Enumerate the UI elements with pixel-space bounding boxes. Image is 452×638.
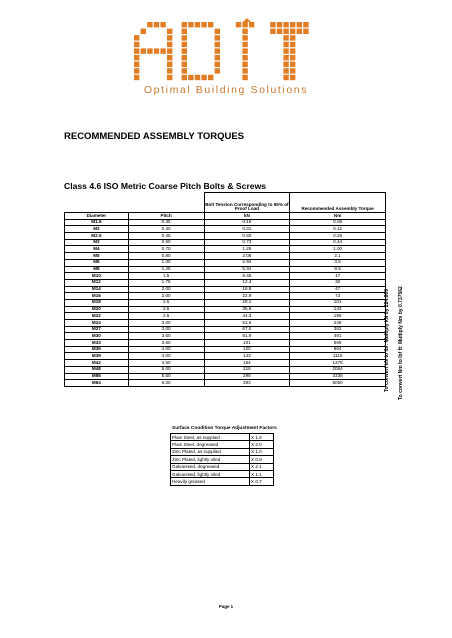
cell-kn: 1.29 bbox=[204, 246, 290, 253]
table-row bbox=[65, 299, 386, 306]
cell-pitch: 4.00 bbox=[128, 353, 204, 360]
cell-diameter: M64 bbox=[65, 380, 129, 387]
cell-factor: X 1.0 bbox=[250, 434, 274, 441]
cell-diameter: M10 bbox=[65, 273, 129, 280]
cell-pitch: 0.80 bbox=[128, 253, 204, 260]
cell-factor: X 0.9 bbox=[250, 456, 274, 463]
cell-pitch: 1.25 bbox=[128, 266, 204, 273]
table-row bbox=[171, 463, 274, 470]
table-row bbox=[65, 306, 386, 313]
header-kn: kN bbox=[204, 213, 290, 220]
cell-nm: 195 bbox=[290, 313, 386, 320]
cell-surface-condition: Plain Steel, as supplied bbox=[171, 434, 250, 441]
cell-nm: 362 bbox=[290, 326, 386, 333]
table-row bbox=[65, 253, 386, 260]
cell-pitch: 0.40 bbox=[128, 226, 204, 233]
table-row bbox=[65, 266, 386, 273]
header-nm: Nm bbox=[290, 213, 386, 220]
cell-nm: 491 bbox=[290, 333, 386, 340]
table-row bbox=[171, 441, 274, 448]
cell-kn: 51.6 bbox=[204, 320, 290, 327]
cell-nm: 5050 bbox=[290, 380, 386, 387]
cell-nm: 2064 bbox=[290, 366, 386, 373]
cell-pitch: 4.00 bbox=[128, 346, 204, 353]
cell-pitch: 3.50 bbox=[128, 333, 204, 340]
table-row bbox=[65, 259, 386, 266]
cell-nm: 30 bbox=[290, 279, 386, 286]
table-row bbox=[65, 313, 386, 320]
cell-nm: 248 bbox=[290, 320, 386, 327]
cell-kn: 8.45 bbox=[204, 273, 290, 280]
cell-diameter: M3 bbox=[65, 239, 129, 246]
table-row bbox=[171, 470, 274, 477]
cell-diameter: M8 bbox=[65, 266, 129, 273]
table-row bbox=[65, 333, 386, 340]
cell-nm: 0.12 bbox=[290, 226, 386, 233]
cell-pitch: 5.50 bbox=[128, 373, 204, 380]
cell-factor: X 1.0 bbox=[250, 448, 274, 455]
cell-factor: X 0.7 bbox=[250, 478, 274, 485]
table-row bbox=[65, 286, 386, 293]
cell-pitch: 2.5 bbox=[128, 299, 204, 306]
cell-pitch: 3.00 bbox=[128, 326, 204, 333]
cell-kn: 0.19 bbox=[204, 219, 290, 226]
cell-nm: 73 bbox=[290, 293, 386, 300]
cell-diameter: M42 bbox=[65, 360, 129, 367]
cell-surface-condition: Heavily greased bbox=[171, 478, 250, 485]
cell-kn: 16.8 bbox=[204, 286, 290, 293]
table-row bbox=[65, 226, 386, 233]
cell-kn: 0.73 bbox=[204, 239, 290, 246]
torque-header-units bbox=[65, 213, 386, 220]
cell-diameter: M16 bbox=[65, 293, 129, 300]
cell-kn: 67.0 bbox=[204, 326, 290, 333]
cell-pitch: 2.5 bbox=[128, 313, 204, 320]
cell-diameter: M5 bbox=[65, 253, 129, 260]
header-bolt-tension: Bolt Tension Corresponding to 65% of Proof Load bbox=[204, 193, 290, 213]
cell-nm: 1.00 bbox=[290, 246, 386, 253]
table-row bbox=[65, 279, 386, 286]
table-row bbox=[65, 320, 386, 327]
cell-nm: 3338 bbox=[290, 373, 386, 380]
cell-kn: 81.9 bbox=[204, 333, 290, 340]
cell-kn: 143 bbox=[204, 353, 290, 360]
cell-pitch: 4.50 bbox=[128, 360, 204, 367]
cell-nm: 669 bbox=[290, 340, 386, 347]
cell-nm: 0.44 bbox=[290, 239, 386, 246]
cell-kn: 298 bbox=[204, 373, 290, 380]
cell-kn: 0.50 bbox=[204, 233, 290, 240]
cell-nm: 3.5 bbox=[290, 259, 386, 266]
table-row bbox=[65, 219, 386, 226]
cell-diameter: M4 bbox=[65, 246, 129, 253]
cell-diameter: M22 bbox=[65, 313, 129, 320]
cell-pitch: 0.45 bbox=[128, 233, 204, 240]
cell-nm: 8.5 bbox=[290, 266, 386, 273]
table-row bbox=[65, 293, 386, 300]
cell-diameter: M20 bbox=[65, 306, 129, 313]
cell-pitch: 2.00 bbox=[128, 286, 204, 293]
header-diameter: Diameter bbox=[65, 213, 129, 220]
cell-diameter: M33 bbox=[65, 340, 129, 347]
document-title: RECOMMENDED ASSEMBLY TORQUES bbox=[64, 131, 244, 142]
cell-surface-condition: Galvanised, degreased bbox=[171, 463, 250, 470]
header-pitch: Pitch bbox=[128, 213, 204, 220]
cell-surface-condition: Galvanised, lightly oiled bbox=[171, 470, 250, 477]
cell-kn: 2.94 bbox=[204, 259, 290, 266]
cell-kn: 101 bbox=[204, 340, 290, 347]
cell-diameter: M39 bbox=[65, 353, 129, 360]
table-row bbox=[65, 373, 386, 380]
table-row bbox=[65, 233, 386, 240]
adjustment-table-title: Surface Condition Torque Adjustment Factors bbox=[172, 426, 277, 431]
cell-nm: 2.1 bbox=[290, 253, 386, 260]
cell-kn: 0.31 bbox=[204, 226, 290, 233]
conversion-nm-note: To convert Nm to lbf ft: Multiply Nm by 0.737562 bbox=[398, 286, 404, 400]
conversion-kn-note: To convert kN to lbf: Multiply kN by 224.809 bbox=[384, 289, 390, 392]
cell-factor: X 2.1 bbox=[250, 463, 274, 470]
cell-nm: 143 bbox=[290, 306, 386, 313]
cell-pitch: 0.35 bbox=[128, 219, 204, 226]
header-assembly-torque: Recommended Assembly Torque bbox=[290, 193, 386, 213]
header-empty bbox=[128, 193, 204, 213]
cell-kn: 35.8 bbox=[204, 306, 290, 313]
table-row bbox=[65, 340, 386, 347]
cell-kn: 22.9 bbox=[204, 293, 290, 300]
table-row bbox=[65, 353, 386, 360]
adit-logo bbox=[130, 18, 330, 86]
cell-factor: X 2.0 bbox=[250, 441, 274, 448]
table-row bbox=[65, 326, 386, 333]
cell-pitch: 3.50 bbox=[128, 340, 204, 347]
cell-nm: 1378 bbox=[290, 360, 386, 367]
cell-diameter: M2 bbox=[65, 226, 129, 233]
cell-kn: 215 bbox=[204, 366, 290, 373]
torque-table-title: Class 4.6 ISO Metric Coarse Pitch Bolts & Screws bbox=[64, 181, 267, 191]
torque-table bbox=[64, 192, 386, 387]
table-row bbox=[65, 366, 386, 373]
cell-diameter: M14 bbox=[65, 286, 129, 293]
cell-diameter: M56 bbox=[65, 373, 129, 380]
cell-diameter: M30 bbox=[65, 333, 129, 340]
cell-kn: 393 bbox=[204, 380, 290, 387]
cell-diameter: M27 bbox=[65, 326, 129, 333]
table-row bbox=[65, 273, 386, 280]
cell-pitch: 2.00 bbox=[128, 293, 204, 300]
cell-diameter: M6 bbox=[65, 259, 129, 266]
cell-kn: 44.3 bbox=[204, 313, 290, 320]
cell-nm: 864 bbox=[290, 346, 386, 353]
cell-pitch: 1.00 bbox=[128, 259, 204, 266]
cell-diameter: M2.5 bbox=[65, 233, 129, 240]
cell-pitch: 5.00 bbox=[128, 366, 204, 373]
cell-diameter: M24 bbox=[65, 320, 129, 327]
cell-kn: 12.4 bbox=[204, 279, 290, 286]
table-row bbox=[65, 380, 386, 387]
cell-pitch: 0.70 bbox=[128, 246, 204, 253]
table-row bbox=[171, 478, 274, 485]
cell-diameter: M48 bbox=[65, 366, 129, 373]
cell-surface-condition: Zinc Plated, lightly oiled bbox=[171, 456, 250, 463]
table-row bbox=[65, 239, 386, 246]
table-row bbox=[65, 346, 386, 353]
cell-nm: 1115 bbox=[290, 353, 386, 360]
cell-kn: 120 bbox=[204, 346, 290, 353]
cell-nm: 47 bbox=[290, 286, 386, 293]
cell-nm: 0.25 bbox=[290, 233, 386, 240]
header-empty bbox=[65, 193, 129, 213]
cell-nm: 0.06 bbox=[290, 219, 386, 226]
table-row bbox=[171, 456, 274, 463]
cell-pitch: 1.75 bbox=[128, 279, 204, 286]
cell-surface-condition: Zinc Plated, as supplied bbox=[171, 448, 250, 455]
cell-nm: 17 bbox=[290, 273, 386, 280]
table-row bbox=[171, 434, 274, 441]
logo-tagline: Optimal Building Solutions bbox=[143, 84, 309, 96]
table-row bbox=[65, 246, 386, 253]
cell-pitch: 0.50 bbox=[128, 239, 204, 246]
cell-diameter: M36 bbox=[65, 346, 129, 353]
cell-pitch: 6.00 bbox=[128, 380, 204, 387]
cell-pitch: 2.5 bbox=[128, 306, 204, 313]
cell-diameter: M12 bbox=[65, 279, 129, 286]
adjustment-table bbox=[170, 433, 274, 486]
cell-kn: 164 bbox=[204, 360, 290, 367]
table-row bbox=[171, 448, 274, 455]
cell-factor: X 1.1 bbox=[250, 470, 274, 477]
table-row bbox=[65, 360, 386, 367]
cell-kn: 2.08 bbox=[204, 253, 290, 260]
torque-header-top bbox=[65, 193, 386, 213]
cell-nm: 101 bbox=[290, 299, 386, 306]
cell-pitch: 1.5 bbox=[128, 273, 204, 280]
cell-surface-condition: Plain Steel, degreased bbox=[171, 441, 250, 448]
cell-diameter: M18 bbox=[65, 299, 129, 306]
cell-kn: 5.34 bbox=[204, 266, 290, 273]
cell-kn: 28.1 bbox=[204, 299, 290, 306]
cell-pitch: 3.00 bbox=[128, 320, 204, 327]
cell-diameter: M1.6 bbox=[65, 219, 129, 226]
page-number: Page 1 bbox=[218, 604, 234, 609]
